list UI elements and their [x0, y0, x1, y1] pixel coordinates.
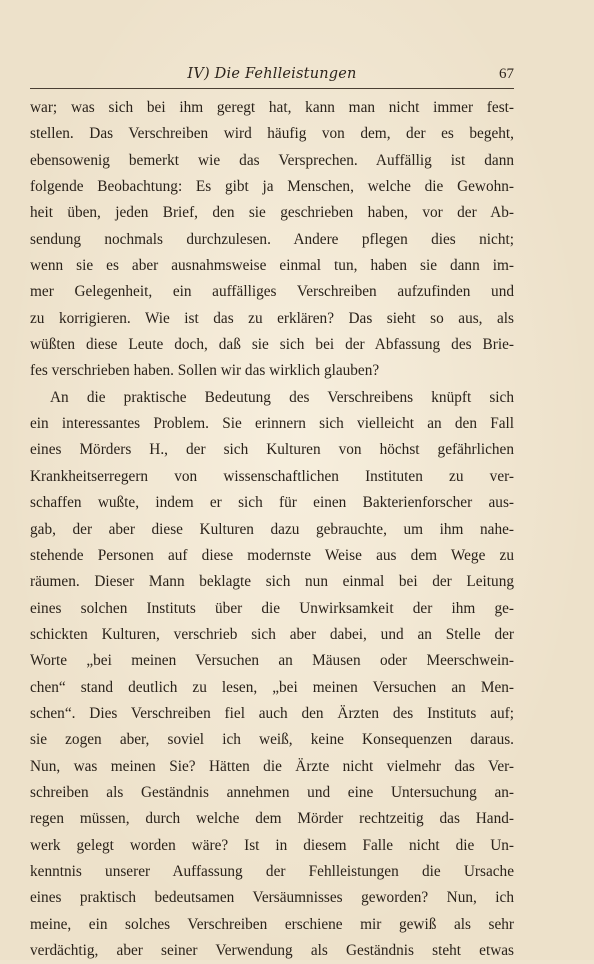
text-line: zu korrigieren. Wie ist das zu erklären? Das sieht so aus, als [30, 309, 514, 327]
text-line: eines praktisch bedeutsamen Versäumnisses geworden? Nun, ich [30, 889, 514, 907]
text-line: ebensowenig bemerkt wie das Versprechen. Auffällig ist dann [30, 151, 514, 169]
text-line: ein interessantes Problem. Sie erinnern sich vielleicht an den Fall [30, 415, 514, 433]
page-number: 67 [499, 66, 514, 82]
text-line: Krankheitserregern von wissenschaftlichen Instituten zu ver- [30, 467, 514, 485]
text-line: Worte „bei meinen Versuchen an Mäusen oder Meerschwein- [30, 652, 514, 670]
text-line: mer Gelegenheit, ein auffälliges Verschreiben aufzufinden und [30, 283, 514, 301]
text-line: wenn sie es aber ausnahmsweise einmal tun, haben sie dann im- [30, 257, 514, 275]
text-line: räumen. Dieser Mann beklagte sich nun einmal bei der Leitung [30, 573, 514, 591]
text-line: chen“ stand deutlich zu lesen, „bei meinen Versuchen an Men- [30, 678, 514, 696]
chapter-title: IV) Die Fehlleistungen [187, 66, 357, 82]
text-line: eines solchen Instituts über die Unwirksamkeit der ihm ge- [30, 599, 514, 617]
text-line: Nun, was meinen Sie? Hätten die Ärzte nicht vielmehr das Ver- [30, 757, 514, 775]
text-line: schreiben als Geständnis annehmen und eine Untersuchung an- [30, 783, 514, 801]
text-line: fes verschrieben haben. Sollen wir das wirklich glauben? [30, 362, 380, 380]
text-line: gab, der aber diese Kulturen dazu gebrauchte, um ihm nahe- [30, 520, 514, 538]
text-line: regen müssen, durch welche dem Mörder rechtzeitig das Hand- [30, 810, 514, 828]
text-line: stehende Personen auf diese modernste Weise aus dem Wege zu [30, 546, 514, 564]
text-line: sendung nochmals durchzulesen. Andere pflegen dies nicht; [30, 230, 514, 248]
text-line: war; was sich bei ihm geregt hat, kann man nicht immer fest- [30, 99, 514, 116]
text-line: schaffen wußte, indem er sich für einen Bakterienforscher aus- [30, 494, 514, 512]
header-rule [30, 88, 514, 89]
running-header [30, 64, 514, 88]
text-line: meine, ein solches Verschreiben erschiene mir gewiß als sehr [30, 915, 514, 933]
text-line: stellen. Das Verschreiben wird häufig von dem, der es begeht, [30, 125, 514, 143]
text-line: sie zogen aber, soviel ich weiß, keine Konsequenzen daraus. [30, 731, 514, 749]
text-line: An die praktische Bedeutung des Verschreibens knüpft sich [50, 388, 514, 406]
text-line: kenntnis unserer Auffassung der Fehlleistungen die Ursache [30, 862, 514, 880]
body-text [30, 95, 514, 964]
text-line: wüßten diese Leute doch, daß sie sich bei der Abfassung des Brie- [30, 336, 514, 354]
text-line: eines Mörders H., der sich Kulturen von höchst gefährlichen [30, 441, 514, 459]
text-line: schen“. Dies Verschreiben fiel auch den Ärzten des Instituts auf; [30, 704, 514, 722]
text-line: folgende Beobachtung: Es gibt ja Menschen, welche die Gewohn- [30, 178, 514, 196]
text-line: schickten Kulturen, verschrieb sich aber dabei, und an Stelle der [30, 625, 514, 643]
text-line: verdächtig, aber seiner Verwendung als Geständnis steht etwas [30, 942, 514, 959]
text-line: werk gelegt worden wäre? Ist in diesem Falle nicht die Un- [30, 836, 514, 854]
text-line: heit üben, jeden Brief, den sie geschrieben haben, vor der Ab- [30, 204, 514, 222]
